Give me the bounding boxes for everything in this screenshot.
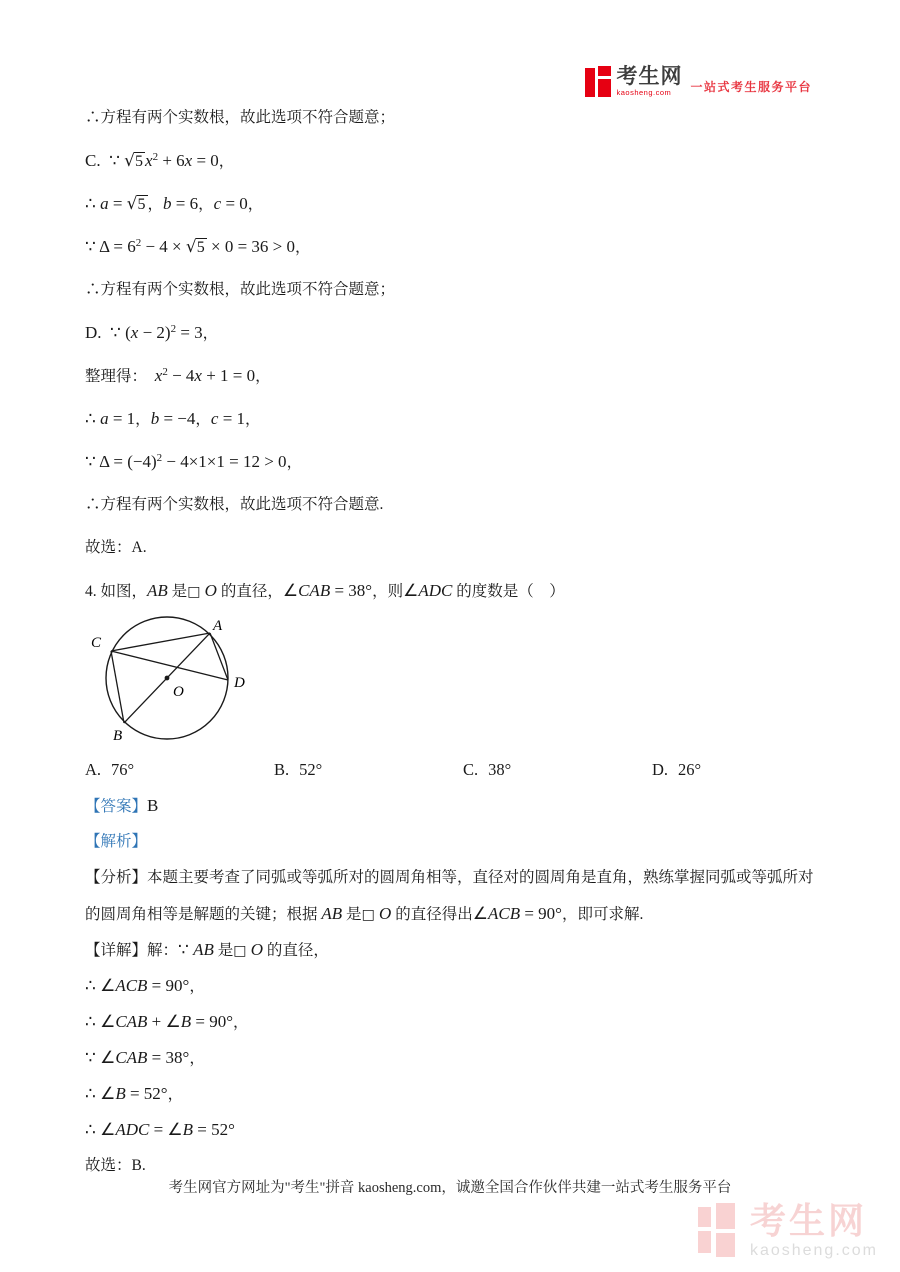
text-run: 2 [162, 366, 168, 378]
text-run: 的度数是（ ） [452, 583, 565, 600]
doc-line [85, 1047, 860, 1069]
text-run: 的直径， [263, 942, 329, 959]
text-run: B [115, 1084, 126, 1103]
text-run: 的直径， [216, 583, 283, 600]
text-run: □ [233, 943, 247, 959]
text-run: ∴ ∠ [85, 1084, 116, 1103]
answer-options [85, 759, 860, 781]
kaosheng-logo-icon [585, 66, 611, 97]
text-run: □ [361, 907, 375, 923]
doc-line [85, 903, 860, 925]
text-run: ∵ [109, 151, 125, 170]
text-run: = 6 [171, 194, 199, 213]
text-run: O [200, 581, 217, 600]
text-run: CAB [115, 1012, 148, 1031]
text-run: ， [247, 196, 264, 213]
circle-figure [75, 606, 860, 751]
doc-line [85, 322, 860, 344]
text-run: ， [195, 411, 211, 428]
text-run: 是 [167, 583, 188, 600]
text-run: − 4×1×1 = 12 > 0 [162, 452, 287, 471]
text-run: ∠ [403, 581, 419, 600]
doc-line [85, 279, 860, 301]
solution-text-bottom [85, 795, 860, 1177]
text-run: ， [198, 196, 214, 213]
radicand: 5 [196, 239, 205, 256]
doc-line [85, 795, 860, 817]
text-run: x [194, 366, 202, 385]
radical-sign: √ [126, 194, 138, 214]
doc-line [85, 365, 860, 387]
text-run: 故选：B. [85, 1157, 146, 1174]
text-run [127, 196, 148, 213]
label-C: C [91, 635, 102, 651]
text-run: = 52° [125, 1084, 168, 1103]
text-run: = [108, 194, 127, 213]
text-run: 2 [152, 151, 159, 163]
text-run: ， [167, 1086, 184, 1103]
text-run: ∴ [85, 194, 101, 213]
text-run: b [163, 194, 172, 213]
text-run: C. [85, 151, 110, 170]
brand-domain: kaosheng.com [616, 88, 672, 97]
text-run: ∴方程有两个实数根，故此选项不符合题意； [85, 109, 396, 126]
watermark-domain: kaosheng.com [749, 1242, 878, 1259]
text-run: 【分析】本题主要考查了同弧或等弧所对的圆周角相等，直径对的圆周角是直角，熟练掌握同弧或等弧所对 [85, 869, 814, 886]
radical-sign: √ [124, 151, 136, 171]
text-run: 的圆周角相等是解题的关键；根据 [85, 906, 322, 923]
doc-line [85, 831, 860, 853]
doc-line [85, 1011, 860, 1033]
text-run: 【答案】 [85, 798, 148, 815]
text-run [124, 153, 145, 170]
option-key: D. [652, 760, 669, 779]
option-key: B. [274, 760, 290, 779]
text-run: 4. 如图， [85, 583, 148, 600]
text-run: − 4 × [141, 237, 186, 256]
text-run: 整理得： [85, 368, 155, 385]
text-run: − 4 [167, 366, 195, 385]
doc-line [85, 975, 860, 997]
doc-line [85, 494, 860, 516]
text-run: 【解析】 [85, 833, 148, 850]
text-run: x [145, 151, 153, 170]
text-run: ， [218, 153, 235, 170]
text-run: = 38° [330, 581, 373, 600]
doc-line [85, 408, 860, 430]
text-run: ， [189, 1050, 205, 1067]
option-value: 26° [678, 760, 702, 779]
doc-line [85, 1083, 860, 1105]
text-run: 故选：A. [85, 539, 147, 556]
text-run: ，即可求解. [561, 906, 644, 923]
text-run: = 90° [520, 904, 562, 923]
text-run: ∴ ∠ [85, 1120, 116, 1139]
text-run: ， [189, 978, 205, 995]
text-run: ∠ [282, 581, 299, 600]
text-run: − 2) [138, 323, 171, 342]
option-value: 76° [111, 760, 135, 779]
chord-CB [111, 651, 124, 723]
text-run: = 3 [176, 323, 203, 342]
text-run: ACB [115, 976, 148, 995]
text-run: + 6 [158, 151, 185, 170]
radicand: 5 [135, 153, 144, 170]
text-run: ∵ Δ = (−4) [85, 452, 157, 471]
text-run: a [100, 409, 109, 428]
doc-line [85, 107, 860, 129]
text-run: ∵ ( [110, 323, 131, 342]
text-run: ， [286, 454, 303, 471]
text-run: = ∠ [149, 1120, 183, 1139]
text-run: ∴方程有两个实数根，故此选项不符合题意； [85, 281, 396, 298]
doc-line [85, 451, 860, 473]
text-run: AB [193, 940, 214, 959]
radicand: 5 [137, 196, 146, 213]
doc-line [85, 1119, 860, 1141]
option-key: A. [85, 760, 102, 779]
text-run: = 52° [193, 1120, 235, 1139]
center-point-O [165, 676, 170, 681]
doc-line [85, 867, 860, 889]
text-run: c [213, 194, 222, 213]
text-run: x [130, 323, 139, 342]
text-run: ， [295, 239, 311, 256]
text-run: b [150, 409, 160, 428]
logo-block [598, 66, 611, 76]
option-C [463, 759, 652, 781]
text-run: B [180, 1012, 192, 1031]
brand-tagline: 一站式考生服务平台 [690, 80, 812, 94]
text-run: O [246, 940, 264, 959]
label-O: O [173, 684, 184, 700]
text-run: AB [321, 904, 343, 923]
text-run: × 0 = 36 > 0 [206, 237, 296, 256]
brand-text [616, 66, 682, 97]
doc-line [85, 193, 860, 215]
text-run: AB [147, 581, 168, 600]
text-run: + ∠ [147, 1012, 181, 1031]
text-run: + 1 = 0 [201, 366, 256, 385]
text-run: = 0 [192, 151, 219, 170]
text-run: 的直径得出 [391, 906, 473, 923]
text-run: □ [187, 584, 201, 600]
text-run: 2 [170, 323, 177, 335]
chord-AD [210, 633, 228, 680]
text-run: ∴ ∠ [85, 1012, 116, 1031]
text-run: 2 [135, 237, 142, 249]
brand-name: 考生网 [616, 65, 683, 88]
text-run: ACB [487, 904, 521, 923]
solution-text-top [85, 107, 860, 602]
label-A: A [213, 618, 223, 634]
watermark-text [749, 1200, 878, 1259]
text-run: 2 [156, 452, 163, 464]
logo-block [716, 1233, 735, 1257]
text-run: D. [85, 323, 111, 342]
logo-block [698, 1231, 711, 1253]
text-run: ， [245, 411, 261, 428]
text-run: = 1 [108, 409, 136, 428]
label-D: D [234, 675, 245, 691]
text-run: ADC [418, 581, 453, 600]
text-run: 是 [213, 942, 234, 959]
text-run [186, 239, 207, 256]
doc-line [85, 150, 860, 172]
doc-line [85, 236, 860, 258]
radical-sign: √ [185, 237, 197, 257]
label-B: B [113, 728, 123, 744]
text-run: ，则 [372, 583, 404, 600]
watermark-logo-icon [698, 1203, 738, 1257]
text-run: ， [202, 325, 219, 342]
text-run: ADC [115, 1120, 150, 1139]
text-run: = 90° [147, 976, 190, 995]
logo-block [585, 68, 595, 97]
doc-line [85, 580, 860, 602]
doc-line [85, 537, 860, 559]
text-run: x [154, 366, 163, 385]
text-run: ， [233, 1014, 249, 1031]
text-run: B [147, 796, 159, 815]
text-run: ∵ ∠ [85, 1048, 116, 1067]
text-run: x [184, 151, 193, 170]
text-run: ∵ [178, 940, 194, 959]
text-run: B [182, 1120, 194, 1139]
logo-block [698, 1207, 711, 1227]
text-run: ， [135, 411, 151, 428]
logo-block [716, 1203, 735, 1229]
text-run: = −4 [159, 409, 196, 428]
text-run: CAB [298, 581, 331, 600]
text-run: = 1 [218, 409, 246, 428]
text-run: ， [255, 368, 271, 385]
text-run: ∴ ∠ [85, 976, 116, 995]
text-run: O [374, 904, 392, 923]
text-run: a [100, 194, 109, 213]
text-run: c [210, 409, 219, 428]
document-body [85, 107, 860, 1191]
option-D [652, 759, 841, 781]
text-run: 是 [342, 906, 362, 923]
option-value: 38° [488, 760, 512, 779]
site-header [585, 66, 812, 97]
text-run: = 0 [221, 194, 248, 213]
text-run: ∵ Δ = 6 [85, 237, 136, 256]
option-A [85, 759, 274, 781]
kaosheng-watermark [698, 1200, 878, 1259]
circle-figure-svg [75, 606, 300, 751]
text-run: ， [147, 196, 164, 213]
option-key: C. [463, 760, 479, 779]
text-run: = 90° [191, 1012, 234, 1031]
option-value: 52° [299, 760, 323, 779]
text-run: CAB [115, 1048, 148, 1067]
text-run: ∴ [85, 409, 101, 428]
logo-block [598, 79, 611, 97]
text-run: ∠ [472, 904, 488, 923]
text-run: = 38° [147, 1048, 190, 1067]
text-run: ∴方程有两个实数根，故此选项不符合题意. [85, 496, 384, 513]
option-B [274, 759, 463, 781]
watermark-brand: 考生网 [749, 1200, 867, 1241]
text-run: 【详解】解： [85, 942, 179, 959]
doc-line [85, 939, 860, 961]
page-footer: 考生网官方网址为"考生"拼音 kaosheng.com，诚邀全国合作伙伴共建一站式考生服务平台 [168, 1180, 732, 1196]
doc-line [85, 1155, 860, 1177]
